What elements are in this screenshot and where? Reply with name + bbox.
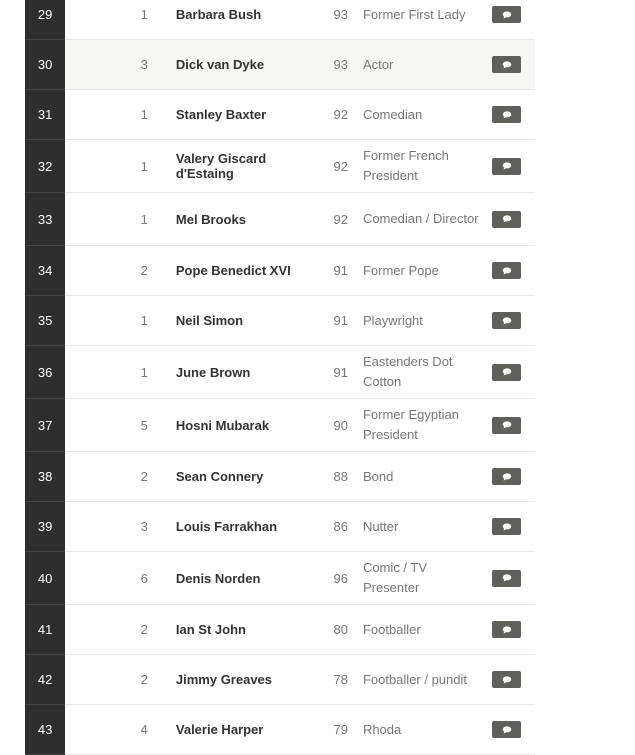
name-cell: June Brown	[175, 364, 251, 380]
action-cell	[479, 721, 535, 738]
name-cell: Stanley Baxter	[175, 107, 267, 122]
action-cell	[479, 570, 535, 587]
action-cell	[479, 158, 535, 175]
deadpool-table	[25, 0, 535, 755]
action-cell	[479, 671, 535, 688]
action-cell	[479, 106, 535, 123]
age-cell: 92	[333, 158, 348, 174]
rank-cell: 35	[25, 296, 65, 346]
speech-bubble-icon	[502, 11, 512, 19]
description-cell: Footballer / pundit	[362, 671, 468, 687]
comment-button[interactable]	[492, 312, 521, 329]
age-cell: 91	[333, 364, 348, 380]
count-cell: 2	[140, 622, 148, 637]
count-cell: 2	[140, 263, 148, 278]
comment-button[interactable]	[492, 211, 521, 228]
description-cell: Playwright	[362, 312, 423, 328]
comment-button[interactable]	[492, 6, 521, 23]
comment-button[interactable]	[492, 262, 521, 279]
name-cell: Barbara Bush	[175, 7, 262, 22]
rank-cell: 39	[25, 502, 65, 552]
count-cell: 6	[140, 570, 148, 586]
table-row	[25, 296, 535, 346]
comment-button[interactable]	[492, 468, 521, 485]
rank-cell: 29	[25, 0, 65, 40]
action-cell	[479, 518, 535, 535]
speech-bubble-icon	[502, 368, 512, 376]
comment-button[interactable]	[492, 56, 521, 73]
count-cell: 1	[140, 107, 148, 122]
rank-cell: 38	[25, 452, 65, 502]
rank-cell: 31	[25, 90, 65, 140]
age-cell: 92	[333, 107, 348, 122]
table-row	[25, 705, 535, 755]
rank-cell: 37	[25, 399, 65, 452]
table-row	[25, 452, 535, 502]
age-cell: 96	[333, 570, 348, 586]
speech-bubble-icon	[502, 267, 512, 275]
name-cell: Jimmy Greaves	[175, 672, 273, 687]
speech-bubble-icon	[502, 61, 512, 69]
description-cell: Comedian / Director	[362, 211, 479, 226]
comment-button[interactable]	[492, 570, 521, 587]
age-cell: 80	[333, 622, 348, 637]
action-cell	[479, 417, 535, 434]
name-cell: Ian St John	[175, 622, 246, 637]
table-row	[25, 0, 535, 40]
count-cell: 2	[140, 469, 148, 484]
rank-cell: 41	[25, 605, 65, 655]
age-cell: 86	[333, 519, 348, 534]
action-cell	[479, 364, 535, 381]
age-cell: 93	[333, 7, 348, 22]
age-cell: 91	[333, 263, 348, 278]
speech-bubble-icon	[502, 111, 512, 119]
name-cell: Neil Simon	[175, 313, 244, 328]
rank-cell: 40	[25, 552, 65, 605]
table-row	[25, 502, 535, 552]
name-cell: Pope Benedict XVI	[175, 263, 291, 278]
action-cell	[479, 262, 535, 279]
description-cell: Comic / TV Presenter	[362, 560, 427, 595]
action-cell	[479, 211, 535, 228]
table-row	[25, 552, 535, 605]
count-cell: 5	[140, 417, 148, 433]
name-cell: Mel Brooks	[175, 211, 246, 227]
rank-cell: 33	[25, 193, 65, 246]
speech-bubble-icon	[502, 421, 512, 429]
table-row	[25, 655, 535, 705]
comment-button[interactable]	[492, 106, 521, 123]
age-cell: 91	[333, 313, 348, 328]
name-cell: Sean Connery	[175, 469, 264, 484]
description-cell: Nutter	[362, 518, 399, 534]
description-cell: Former Pope	[362, 262, 439, 278]
count-cell: 3	[140, 519, 148, 534]
rank-cell: 36	[25, 346, 65, 399]
description-cell: Former Egyptian President	[362, 407, 460, 442]
speech-bubble-icon	[502, 574, 512, 582]
name-cell: Louis Farrakhan	[175, 519, 278, 534]
table-row	[25, 193, 535, 246]
description-cell: Comedian	[362, 106, 423, 122]
table-row	[25, 399, 535, 452]
table-row	[25, 346, 535, 399]
description-cell: Footballer	[362, 621, 421, 637]
speech-bubble-icon	[502, 676, 512, 684]
table-row	[25, 140, 535, 193]
age-cell: 88	[333, 469, 348, 484]
speech-bubble-icon	[502, 473, 512, 481]
speech-bubble-icon	[502, 162, 512, 170]
count-cell: 1	[140, 158, 148, 174]
rank-cell: 42	[25, 655, 65, 705]
name-cell: Dick van Dyke	[175, 57, 265, 72]
count-cell: 1	[140, 211, 148, 227]
count-cell: 1	[140, 7, 148, 22]
action-cell	[479, 621, 535, 638]
count-cell: 1	[140, 364, 148, 380]
count-cell: 2	[140, 672, 148, 687]
action-cell	[479, 468, 535, 485]
table-row	[25, 90, 535, 140]
comment-button[interactable]	[492, 158, 521, 175]
speech-bubble-icon	[502, 523, 512, 531]
comment-button[interactable]	[492, 621, 521, 638]
action-cell	[479, 312, 535, 329]
speech-bubble-icon	[502, 626, 512, 634]
speech-bubble-icon	[502, 317, 512, 325]
description-cell: Rhoda	[362, 721, 402, 737]
comment-button[interactable]	[492, 721, 521, 738]
description-cell: Former First Lady	[362, 6, 466, 22]
rank-cell: 30	[25, 40, 65, 90]
name-cell: Valerie Harper	[175, 722, 264, 737]
description-cell: Actor	[362, 56, 394, 72]
table-row	[25, 40, 535, 90]
age-cell: 93	[333, 57, 348, 72]
comment-button[interactable]	[492, 671, 521, 688]
age-cell: 90	[333, 417, 348, 433]
description-cell: Eastenders Dot Cotton	[362, 354, 453, 389]
table-row	[25, 246, 535, 296]
comment-button[interactable]	[492, 518, 521, 535]
rank-cell: 34	[25, 246, 65, 296]
count-cell: 1	[140, 313, 148, 328]
comment-button[interactable]	[492, 417, 521, 434]
count-cell: 4	[140, 722, 148, 737]
action-cell	[479, 56, 535, 73]
rank-cell: 32	[25, 140, 65, 193]
speech-bubble-icon	[502, 726, 512, 734]
description-cell: Former French President	[362, 148, 449, 183]
action-cell	[479, 6, 535, 23]
table-row	[25, 605, 535, 655]
rank-cell: 43	[25, 705, 65, 755]
age-cell: 92	[333, 211, 348, 227]
name-cell: Valery Giscard d'Estaing	[175, 151, 267, 181]
name-cell: Denis Norden	[175, 570, 261, 586]
count-cell: 3	[140, 57, 148, 72]
speech-bubble-icon	[502, 215, 512, 223]
age-cell: 79	[333, 722, 348, 737]
name-cell: Hosni Mubarak	[175, 417, 270, 433]
age-cell: 78	[333, 672, 348, 687]
comment-button[interactable]	[492, 364, 521, 381]
description-cell: Bond	[362, 468, 394, 484]
